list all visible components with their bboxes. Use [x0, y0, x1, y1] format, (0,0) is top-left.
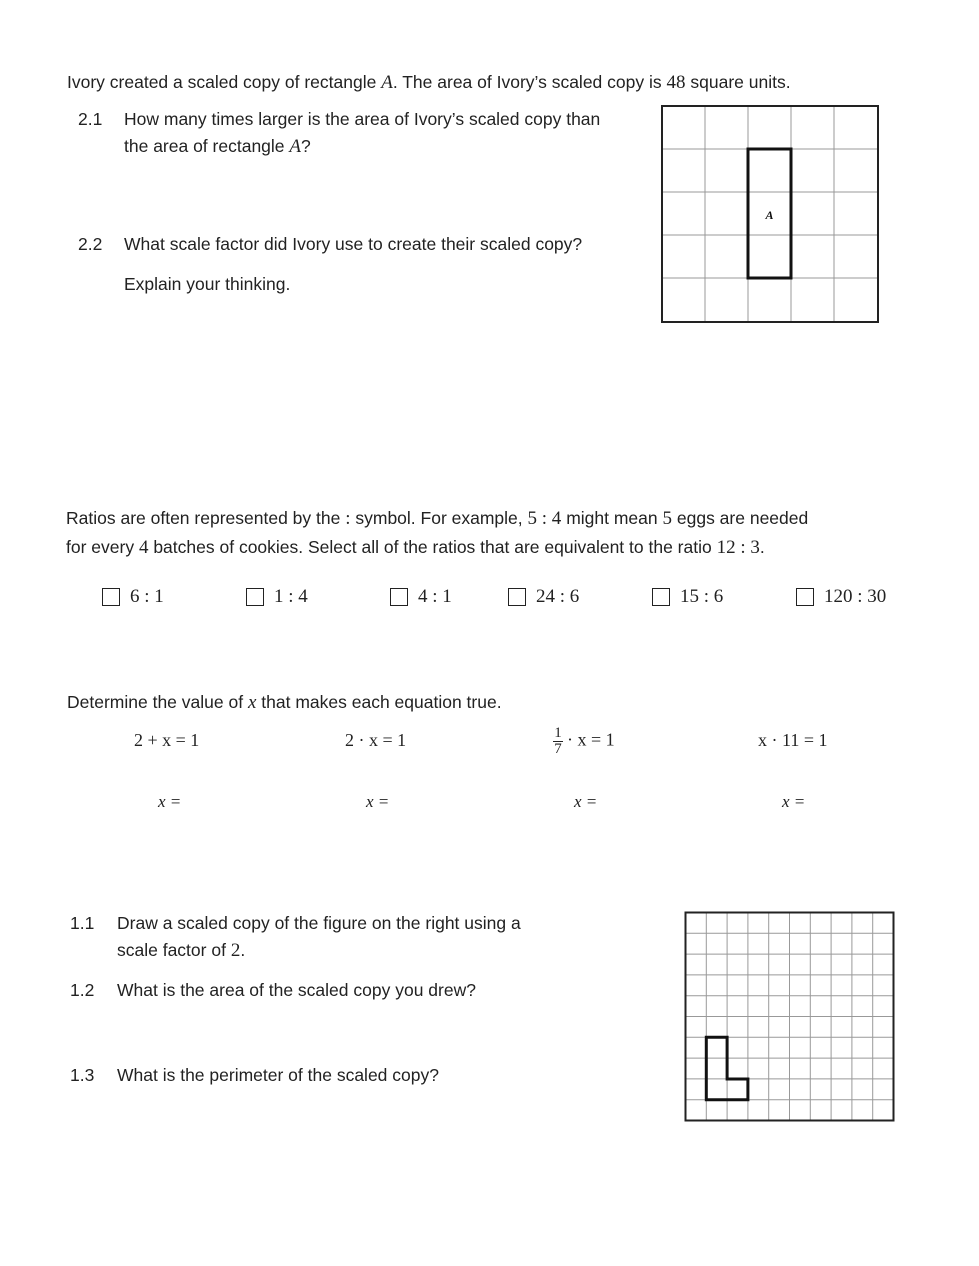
rectangle-a-grid	[660, 104, 882, 326]
question-number: 1.3	[70, 1065, 95, 1085]
question-2-1: 2.1 How many times larger is the area of Ivory’s scaled copy than the area of rectangle A?	[78, 106, 600, 160]
question-number: 2.1	[78, 109, 103, 129]
problem2-intro: Ivory created a scaled copy of rectangle A. The area of Ivory’s scaled copy is 48 square units.	[67, 72, 791, 93]
equation-2: 2 · x = 1	[345, 730, 407, 750]
ratio-option-1[interactable]: 6 : 1	[102, 586, 164, 608]
ratios-intro: Ratios are often represented by the : symbol. For example, 5 : 4 might mean 5 eggs are needed for every 4 batches of cookies. Select all of the ratios that are equivalent to the ratio 12 : 3.	[66, 508, 809, 558]
answer-2: x =	[366, 792, 390, 811]
question-number: 1.2	[70, 980, 95, 1000]
l-figure-grid	[684, 911, 896, 1123]
checkbox[interactable]	[246, 588, 264, 606]
checkbox[interactable]	[102, 588, 120, 606]
rectangle-a-label: A	[765, 208, 774, 222]
ratio-option-2[interactable]: 1 : 4	[246, 586, 308, 608]
answer-1: x =	[158, 792, 182, 811]
equation-1: 2 + x = 1	[134, 730, 200, 750]
ratio-option-3[interactable]: 4 : 1	[390, 586, 452, 608]
answer-3: x =	[574, 792, 598, 811]
question-number: 1.1	[70, 913, 95, 933]
ratio-option-5[interactable]: 15 : 6	[652, 586, 723, 608]
checkbox[interactable]	[508, 588, 526, 606]
equation-3: $\frac{1}{7}$ · x = 1	[554, 725, 615, 757]
ratio-option-4[interactable]: 24 : 6	[508, 586, 579, 608]
fraction: $\frac{1}{7}$	[554, 725, 562, 757]
checkbox[interactable]	[796, 588, 814, 606]
question-1-2: 1.2 What is the area of the scaled copy you drew?	[70, 980, 476, 1000]
checkbox[interactable]	[652, 588, 670, 606]
question-1-3: 1.3 What is the perimeter of the scaled copy?	[70, 1065, 439, 1085]
checkbox[interactable]	[390, 588, 408, 606]
question-1-1: 1.1 Draw a scaled copy of the figure on the right using a scale factor of 2.	[70, 910, 521, 964]
equation-4: x · 11 = 1	[758, 730, 828, 750]
question-number: 2.2	[78, 234, 103, 254]
answer-4: x =	[782, 792, 806, 811]
equations-instruction: Determine the value of x that makes each equation true.	[67, 692, 502, 713]
ratio-option-6[interactable]: 120 : 30	[796, 586, 886, 608]
question-2-2: 2.2 What scale factor did Ivory use to create their scaled copy? Explain your thinking.	[78, 234, 583, 294]
